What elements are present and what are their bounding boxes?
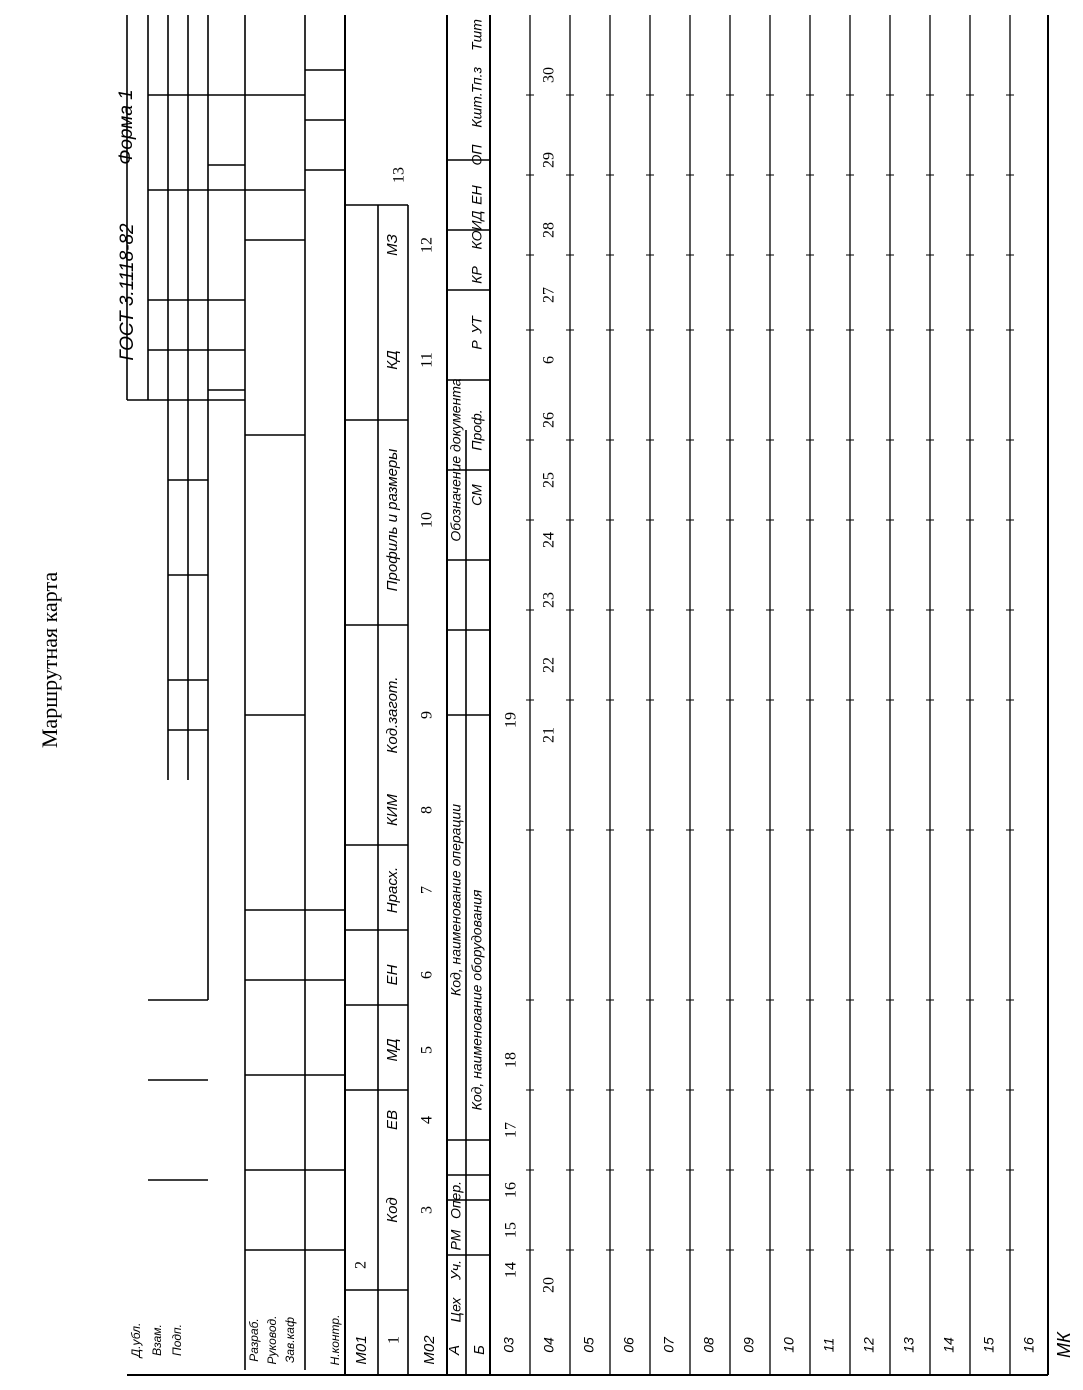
m01-num-7: 10 bbox=[418, 512, 436, 528]
stamp-label-2: Подп. bbox=[170, 1324, 185, 1356]
m01-col-7: Профиль и размеры bbox=[383, 448, 401, 592]
field-1: 1 bbox=[385, 1336, 403, 1344]
row-label-06: 06 bbox=[620, 1337, 637, 1353]
row-label-04: 04 bbox=[540, 1337, 557, 1353]
m01-num-0: 3 bbox=[418, 1206, 436, 1214]
row-label-10: 10 bbox=[780, 1337, 797, 1353]
r04-num-5: 25 bbox=[540, 472, 558, 488]
r03-num-4: 18 bbox=[502, 1052, 520, 1068]
b-col-7: ЕН bbox=[468, 185, 485, 205]
m01-col-4: Нрасх. bbox=[383, 866, 401, 914]
b-col-5: КР bbox=[468, 266, 485, 284]
m01-label: М01 bbox=[352, 1335, 370, 1365]
m01-col-8: КД bbox=[383, 350, 401, 370]
r04-num-4: 24 bbox=[540, 532, 558, 548]
r04-num-7: 6 bbox=[540, 356, 558, 364]
r04-num-8: 27 bbox=[540, 287, 558, 303]
m01-num-1: 4 bbox=[418, 1116, 436, 1124]
m02-label: М02 bbox=[420, 1335, 438, 1365]
a-col-3: Опер. bbox=[447, 1180, 464, 1220]
r03-num-3: 17 bbox=[502, 1122, 520, 1138]
r04-num-9: 28 bbox=[540, 222, 558, 238]
row-label-13: 13 bbox=[900, 1337, 917, 1353]
row-label-07: 07 bbox=[660, 1337, 677, 1353]
row-label-16: 16 bbox=[1020, 1337, 1037, 1353]
field-2: 2 bbox=[352, 1261, 370, 1269]
r03-num-5: 19 bbox=[502, 712, 520, 728]
r03-num-0: 14 bbox=[502, 1262, 520, 1278]
b-col-9: Кшт. bbox=[468, 92, 485, 128]
standard-label: ГОСТ 3.1118-82 bbox=[117, 223, 138, 361]
a-col-4: Код, наименование операции bbox=[447, 803, 464, 997]
m01-num-2: 5 bbox=[418, 1046, 436, 1054]
stamp-label-0: Д.убл. bbox=[129, 1322, 144, 1358]
b-col-11: Тшт bbox=[468, 19, 485, 51]
row-label-11: 11 bbox=[820, 1337, 837, 1353]
r04-num-3: 23 bbox=[540, 592, 558, 608]
m01-num-5: 8 bbox=[418, 806, 436, 814]
row-label-08: 08 bbox=[700, 1337, 717, 1353]
m01-col-3: ЕН bbox=[383, 964, 401, 986]
a-col-1: Уч. bbox=[447, 1259, 464, 1281]
b-col-3: Р bbox=[468, 340, 485, 350]
r03-num-1: 15 bbox=[502, 1222, 520, 1238]
row-label-15: 15 bbox=[980, 1337, 997, 1353]
a-col-2: РМ bbox=[447, 1229, 464, 1251]
row-label-03: 03 bbox=[500, 1337, 517, 1353]
stamp-label-1: Взам. bbox=[150, 1324, 165, 1356]
m01-col-2: МД bbox=[383, 1038, 401, 1062]
m01-num-9: 12 bbox=[418, 237, 436, 253]
document-title: Маршрутная карта bbox=[37, 571, 62, 749]
a-col-0: Цех bbox=[447, 1297, 464, 1323]
r04-num-1: 21 bbox=[540, 727, 558, 743]
r03-num-2: 16 bbox=[502, 1182, 520, 1198]
m01-num-6: 9 bbox=[418, 711, 436, 719]
m01-num-3: 6 bbox=[418, 971, 436, 979]
b-col-2: Проф. bbox=[468, 409, 485, 451]
b-col-10: Тп.з bbox=[468, 66, 485, 94]
a-col-5: Обозначение документа bbox=[447, 378, 464, 542]
b-col-6: КОИД bbox=[468, 210, 485, 250]
sign-label-0: Разраб. bbox=[247, 1318, 262, 1362]
b-col-4: УТ bbox=[468, 316, 485, 334]
m01-col-9: МЗ bbox=[383, 234, 401, 256]
row-label-12: 12 bbox=[860, 1337, 877, 1353]
field-13: 13 bbox=[390, 167, 408, 183]
m01-col-0: Код bbox=[383, 1197, 401, 1223]
form-label: Форма 1 bbox=[116, 89, 137, 165]
row-label-09: 09 bbox=[740, 1337, 757, 1353]
r04-num-6: 26 bbox=[540, 412, 558, 428]
sign-label-2: Зав.каф bbox=[283, 1316, 298, 1364]
r04-num-10: 29 bbox=[540, 152, 558, 168]
sign-label-4: Н.контр. bbox=[328, 1314, 343, 1366]
m01-col-6: Код.загот. bbox=[383, 676, 401, 754]
a-label: А bbox=[445, 1344, 463, 1356]
r04-num-11: 30 bbox=[540, 67, 558, 83]
m01-num-8: 11 bbox=[418, 352, 436, 368]
row-label-05: 05 bbox=[580, 1337, 597, 1353]
m01-num-4: 7 bbox=[418, 886, 436, 894]
footer-label: МК bbox=[1053, 1332, 1074, 1358]
r04-num-0: 20 bbox=[540, 1277, 558, 1293]
m01-col-1: ЕВ bbox=[383, 1109, 401, 1131]
row-label-14: 14 bbox=[940, 1337, 957, 1353]
b-label: Б bbox=[470, 1345, 488, 1355]
sign-label-1: Руковод. bbox=[265, 1315, 280, 1365]
b-col-1: СМ bbox=[468, 484, 485, 506]
b-col-8: ОП bbox=[468, 144, 485, 166]
m01-col-5: КИМ bbox=[383, 793, 401, 827]
r04-num-2: 22 bbox=[540, 657, 558, 673]
b-col-0: Код, наименование оборудования bbox=[468, 889, 485, 1111]
